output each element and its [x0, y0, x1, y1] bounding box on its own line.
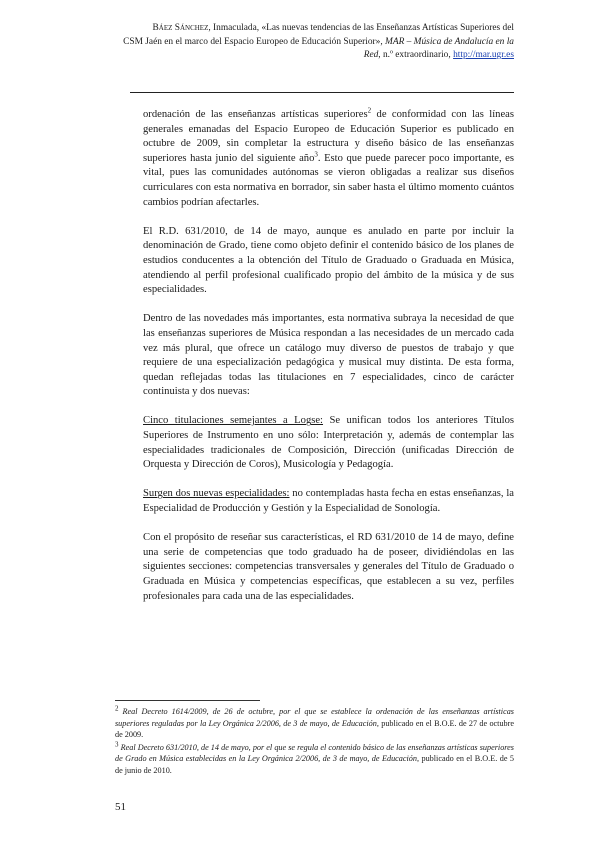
issue-label: , n.º extraordinario,: [378, 50, 451, 61]
paragraph-2: El R.D. 631/2010, de 14 de mayo, aunque es anulado en parte por incluir la denominación de Grado, tiene como objeto definir el contenido básico de los planes de estudios conducentes a la obtención del Título de Graduado o Graduada en Música, atendiendo al perfil profesional cualificado propio del ámbito de la música y de sus especialidades.: [143, 225, 514, 296]
footnote-ref-2[interactable]: 2: [367, 106, 372, 115]
running-header: [112, 22, 514, 63]
paragraph-6: Con el propósito de reseñar sus características, el RD 631/2010 de 14 de mayo, define una serie de competencias que todo graduado ha de poseer, dividiéndolas en las siguientes secciones: competencias transversales y generales del Título de Graduado o Graduada en Música y competencias específicas, que establecen a su vez, perfiles profesionales para cada una de las especialidades.: [143, 532, 514, 602]
footnotes: [115, 706, 514, 778]
paragraph-4: Cinco titulaciones semejantes a Logse: Se unifican todos los anteriores Títulos Superiores de Instrumento en uno sólo: Interpretación y, además de contemplar las especialidades tradicionales de Composición, Dirección (unificadas Dirección de Orquesta y Dirección de Coros), Musicología y Pedagogía.: [143, 415, 515, 471]
header-line1: , Inmaculada, «Las nuevas tendencias de las Enseñanzas Artísticas Superiores del: [208, 23, 514, 33]
main-text: [143, 108, 514, 619]
header-line2: CSM Jaén en el marco del Espacio Europeo de Educación Superior»,: [123, 36, 383, 47]
journal-title: MAR – Música de Andalucía en la Red: [363, 36, 514, 61]
heading-cinco-titulaciones: Cinco titulaciones semejantes a Logse:: [143, 415, 324, 427]
footnote-2: $^2$ Real Decreto 1614/2009, de 26 de octubre, por el que se establece la ordenación de las enseñanzas artísticas superiores reguladas por la Ley Orgánica 2/2006, de 3 de mayo, de Educación, publicado en el B.O.E. de 27 de octubre de 2009.: [115, 704, 514, 740]
header-rule: [130, 92, 514, 93]
author-name: Báez Sánchez: [152, 23, 209, 33]
paragraph-3: Dentro de las novedades más importantes, esta normativa subraya la necesidad de que las enseñanzas superiores de Música respondan a las necesidades de un mercado cada vez más plural, que ofrece un catálogo muy diverso de puestos de trabajo y que requiere de una especialización pedagógica y musical muy distinta. De esta forma, quedan reflejadas todas las titulaciones en 7 especialidades, cinco de carácter continuista y dos nuevas:: [143, 313, 514, 398]
footnote-ref-3[interactable]: 3: [314, 150, 318, 159]
page-number: 51: [115, 801, 126, 813]
footnote-3: $^3$ Real Decreto 631/2010, de 14 de mayo, por el que se regula el contenido básico de las enseñanzas artísticas superiores de Grado en Música establecidas en la Ley Orgánica 2/2006, de 3 de mayo, de Educación, publicado en el B.O.E. de 5 de junio de 2010.: [115, 740, 514, 775]
heading-nuevas-especialidades: Surgen dos nuevas especialidades:: [143, 488, 290, 500]
journal-url-link[interactable]: http://mar.ugr.es: [453, 50, 514, 61]
paragraph-1: ordenación de las enseñanzas artísticas superiores$^2$ de conformidad con las líneas generales emanadas del Espacio Europeo de Educación Superior es publicado en octubre de 2009, sin completar la estructura y diseño básico de las enseñanzas superiores hasta junio del siguiente año$^3$. Esto que puede parecer poco importante, es vital, pues las comunidades autónomas se vieron obligadas a realizar sus diseños curriculares con esta normativa en borrador, sin saber hasta el último momento cuántos cambios podrían afectarles.: [143, 106, 514, 208]
paragraph-5: Surgen dos nuevas especialidades: no contempladas hasta fecha en estas enseñanzas, la Especialidad de Producción y Gestión y la Especialidad de Sonología.: [143, 488, 514, 515]
footnote-rule: [115, 700, 260, 701]
